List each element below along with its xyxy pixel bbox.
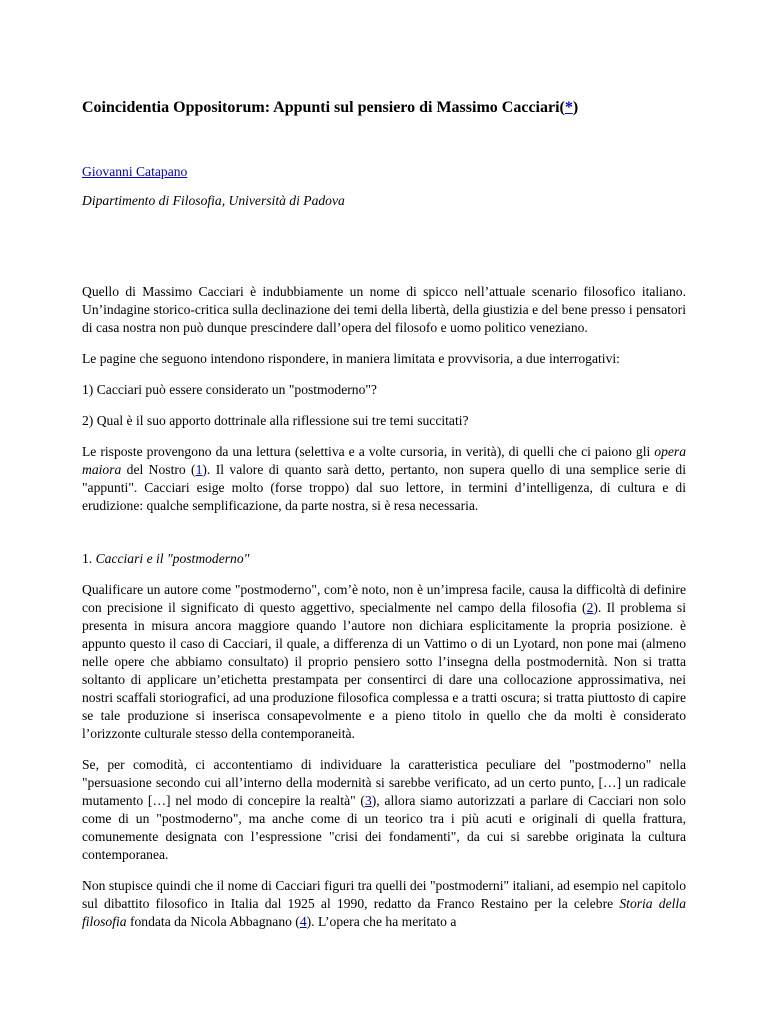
- title-footnote-link[interactable]: *: [564, 99, 573, 116]
- author-link[interactable]: Giovanni Catapano: [82, 164, 188, 179]
- title-text: Coincidentia Oppositorum: Appunti sul pensiero di Massimo Cacciari(: [82, 99, 565, 116]
- author-line: [82, 163, 187, 181]
- footnote-link-1[interactable]: 1: [195, 462, 203, 477]
- paragraph-answers: Le risposte provengono da una lettura (selettiva e a volte cursoria, in verità), di quelli che ci paiono gli opera maiora del Nostro (1). Il valore di quanto sarà detto, pertanto, non supera quello di una semplice serie di "appunti". Cacciari esige molto (forse troppo) dal suo lettore, in termini d’intelligenza, di cultura e di erudizione: qualche semplificazione, da parte nostra, si è resa necessaria.: [82, 444, 686, 513]
- section-heading-1: 1. Cacciari e il "postmoderno": [82, 551, 250, 566]
- paragraph-questions-intro: Le pagine che seguono intendono rispondere, in maniera limitata e provvisoria, a due interrogativi:: [82, 351, 620, 366]
- paragraph-intro: Quello di Massimo Cacciari è indubbiamente un nome di spicco nell’attuale scenario filosofico italiano. Un’indagine storico-critica sulla declinazione dei temi della libertà, della giustizia e del bene presso i pensatori di casa nostra non può dunque prescindere dall’opera del filosofo e uomo politico veneziano.: [82, 284, 686, 335]
- paragraph-qualificare: Qualificare un autore come "postmoderno", com’è noto, non è un’impresa facile, causa la difficoltà di definire con precisione il significato di questo aggettivo, specialmente nel campo della filosofia (2). Il problema si presenta in misura ancora maggiore quando l’autore non dichiara esplicitamente la propria posizione. è appunto questo il caso di Cacciari, il quale, a differenza di un Vattimo o di un Lyotard, non pone mai (almeno nelle opere che abbiamo consultato) il proprio pensiero sotto l’insegna della postmodernità. Non si tratta soltanto di applicare un’etichetta prestampata per consentirci di dare una collocazione approssimativa, nei nostri scaffali storiografici, ad una produzione filosofica complessa e a tratti oscura; si tratta piuttosto di capire se tale produzione si inserisca consapevolmente e a pieno titolo in quello che da molti è considerato l’orizzonte culturale stesso della contemporaneità.: [82, 582, 686, 741]
- opera-maiora: opera maiora: [82, 444, 686, 477]
- question-2: 2) Qual è il suo apporto dottrinale alla riflessione sui tre temi succitati?: [82, 413, 469, 428]
- affiliation: Dipartimento di Filosofia, Università di Padova: [82, 193, 345, 208]
- storia-della-filosofia: Storia della filosofia: [82, 896, 686, 929]
- footnote-link-4[interactable]: 4: [299, 914, 307, 929]
- paragraph-comodita: Se, per comodità, ci accontentiamo di individuare la caratteristica peculiare del "postmoderno" nella "persuasione secondo cui all’interno della modernità si sarebbe verificato, ad un certo punto, […] un radicale mutamento […] nel modo di concepire la realtà" (3), allora siamo autorizzati a parlare di Cacciari non solo come di un "postmoderno", ma anche come di un teorico tra i più acuti e originali di quella frattura, comunemente designata con l’espressione "crisi dei fondamenti", da cui si sarebbe originata la cultura contemporanea.: [82, 757, 686, 862]
- footnote-link-3[interactable]: 3: [364, 793, 372, 808]
- article-body: [82, 283, 686, 944]
- section-title: Cacciari e il "postmoderno": [95, 551, 250, 566]
- title-close: ): [572, 99, 579, 116]
- article-title: [82, 98, 702, 118]
- paragraph-non-stupisce: Non stupisce quindi che il nome di Cacciari figuri tra quelli dei "postmoderni" italiani, ad esempio nel capitolo sul dibattito filosofico in Italia dal 1925 al 1990, redatto da Franco Restaino per la celebre Storia della filosofia fondata da Nicola Abbagnano (4). L’opera che ha meritato a: [82, 878, 686, 929]
- footnote-link-2[interactable]: 2: [586, 600, 594, 615]
- question-1: 1) Cacciari può essere considerato un "postmoderno"?: [82, 382, 377, 397]
